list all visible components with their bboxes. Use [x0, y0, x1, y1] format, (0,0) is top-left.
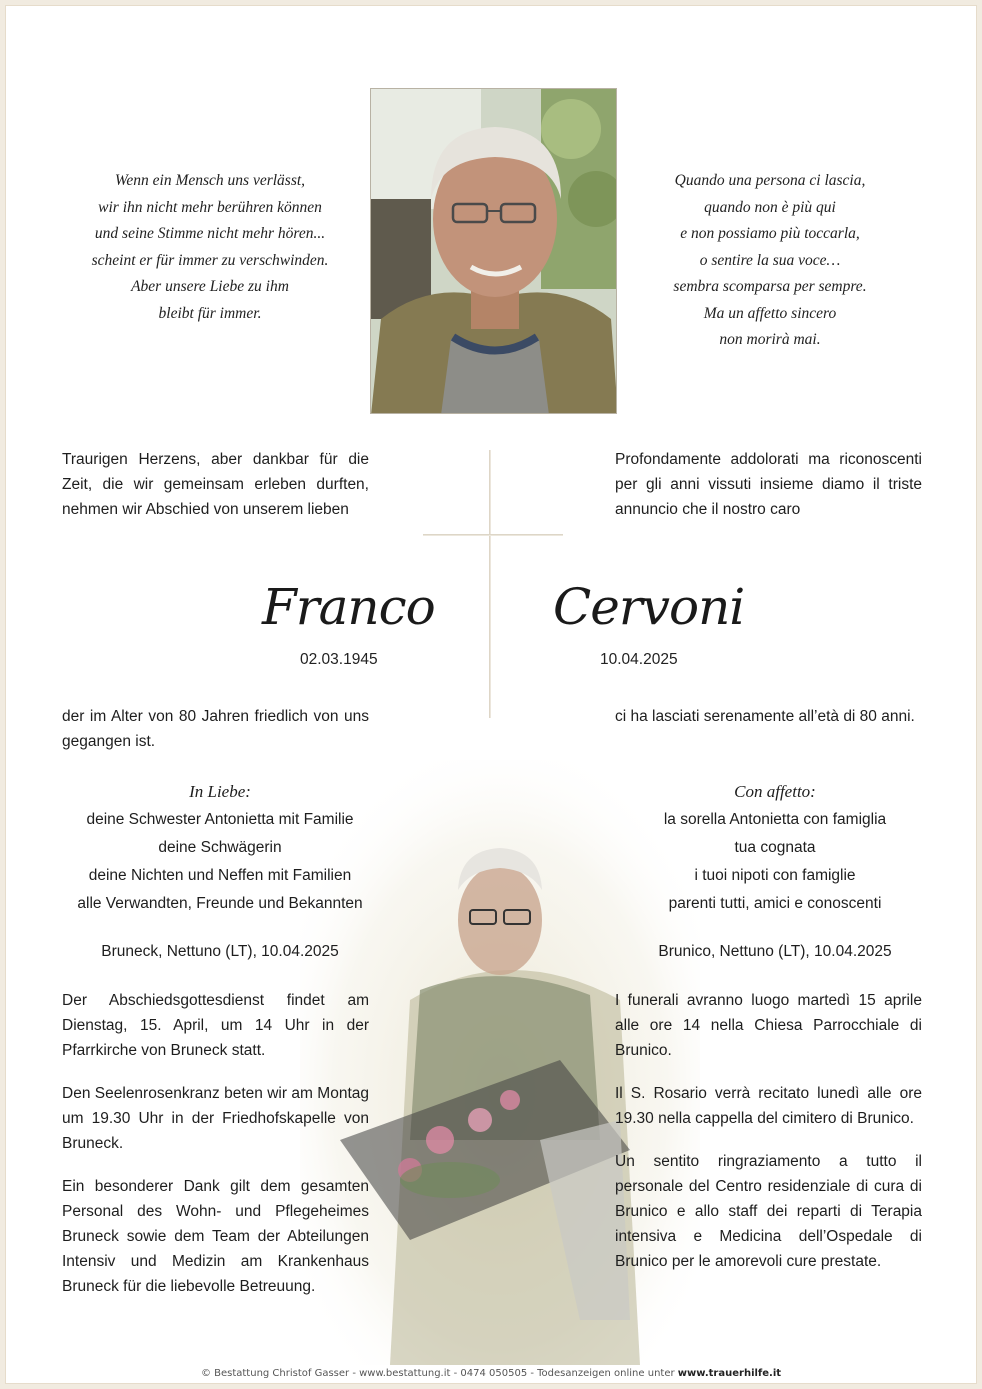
poem-line: Wenn ein Mensch uns verlässt,	[114, 172, 306, 189]
note-paragraph: I funerali avranno luogo martedì 15 aprile alle ore 14 nella Chiesa Parrocchiale di Brunico.	[615, 992, 922, 1059]
age-german: der im Alter von 80 Jahren friedlich von uns gegangen ist.	[62, 708, 369, 750]
portrait-illustration	[371, 89, 617, 414]
mourners-heading: Con affetto:	[734, 782, 816, 801]
place-date: Brunico, Nettuno (LT), 10.04.2025	[658, 943, 892, 960]
poem-line: Quando una persona ci lascia,	[674, 172, 866, 189]
notes-german	[62, 988, 369, 1299]
mourner-line: i tuoi nipoti con famiglie	[694, 867, 856, 884]
intro-german: Traurigen Herzens, aber dankbar für die Zeit, die wir gemeinsam erleben durften, nehmen wir Abschied von unserem lieben	[62, 451, 369, 518]
note-paragraph: Un sentito ringraziamento a tutto il personale del Centro residenziale di cura di Brunico e allo staff dei reparti di Terapia intensiva e Medicina dell’Ospedale di Brunico per le amorevoli cure prestate.	[615, 1153, 922, 1270]
footer-link[interactable]: www.trauerhilfe.it	[677, 1368, 782, 1379]
mourners-heading: In Liebe:	[189, 782, 251, 801]
mourner-line: tua cognata	[734, 839, 816, 856]
last-name: Cervoni	[553, 578, 745, 636]
poem-german	[70, 168, 350, 327]
poem-line: Aber unsere Liebe zu ihm	[131, 278, 289, 295]
footer	[0, 1368, 982, 1379]
intro-italian: Profondamente addolorati ma riconoscenti per gli anni vissuti insieme diamo il triste annuncio che il nostro caro	[615, 451, 922, 518]
mourner-line: deine Schwester Antonietta mit Familie	[86, 811, 354, 828]
mourners-italian	[610, 778, 940, 966]
age-italian: ci ha lasciati serenamente all’età di 80 anni.	[615, 708, 915, 725]
first-name: Franco	[262, 578, 435, 636]
footer-text: © Bestattung Christof Gasser - www.bestattung.it - 0474 050505 - Todesanzeigen online unter	[200, 1368, 675, 1379]
poem-line: sembra scomparsa per sempre.	[673, 278, 867, 295]
death-date: 10.04.2025	[600, 651, 678, 668]
poem-line: o sentire la sua voce…	[699, 251, 841, 269]
mourner-line: deine Nichten und Neffen mit Familien	[88, 867, 352, 884]
mourner-line: deine Schwägerin	[158, 839, 282, 856]
poem-line: bleibt für immer.	[158, 304, 262, 322]
poem-italian	[640, 168, 900, 354]
portrait-photo	[370, 88, 617, 414]
mourner-line: alle Verwandten, Freunde und Bekannten	[77, 895, 363, 912]
poem-line: quando non è più qui	[704, 198, 836, 216]
cross-vertical-bar	[489, 450, 491, 718]
poem-line: wir ihn nicht mehr berühren können	[98, 198, 322, 216]
poem-line: und seine Stimme nicht mehr hören...	[94, 225, 326, 242]
poem-line: e non possiamo più toccarla,	[680, 225, 860, 242]
poem-line: scheint er für immer zu verschwinden.	[91, 251, 329, 269]
place-date: Bruneck, Nettuno (LT), 10.04.2025	[101, 943, 339, 960]
note-paragraph: Il S. Rosario verrà recitato lunedì alle ore 19.30 nella cappella del cimitero di Brunico.	[615, 1085, 922, 1127]
mourner-line: la sorella Antonietta con famiglia	[663, 811, 887, 828]
note-paragraph: Der Abschiedsgottesdienst findet am Dienstag, 15. April, um 14 Uhr in der Pfarrkirche von Bruneck statt.	[62, 992, 369, 1059]
mourners-german	[55, 778, 385, 966]
birth-date: 02.03.1945	[300, 651, 378, 668]
notes-italian	[615, 988, 922, 1274]
cross-horizontal-bar	[423, 534, 563, 536]
note-paragraph: Den Seelenrosenkranz beten wir am Montag um 19.30 Uhr in der Friedhofskapelle von Bruneck.	[62, 1085, 369, 1152]
poem-line: non morirà mai.	[719, 331, 821, 348]
mourner-line: parenti tutti, amici e conoscenti	[668, 895, 882, 912]
poem-line: Ma un affetto sincero	[703, 304, 837, 322]
note-paragraph: Ein besonderer Dank gilt dem gesamten Personal des Wohn- und Pflegeheimes Bruneck sowie dem Team der Abteilungen Intensiv und Medizin am Krankenhaus Bruneck für die liebevolle Betreuung.	[62, 1178, 369, 1295]
